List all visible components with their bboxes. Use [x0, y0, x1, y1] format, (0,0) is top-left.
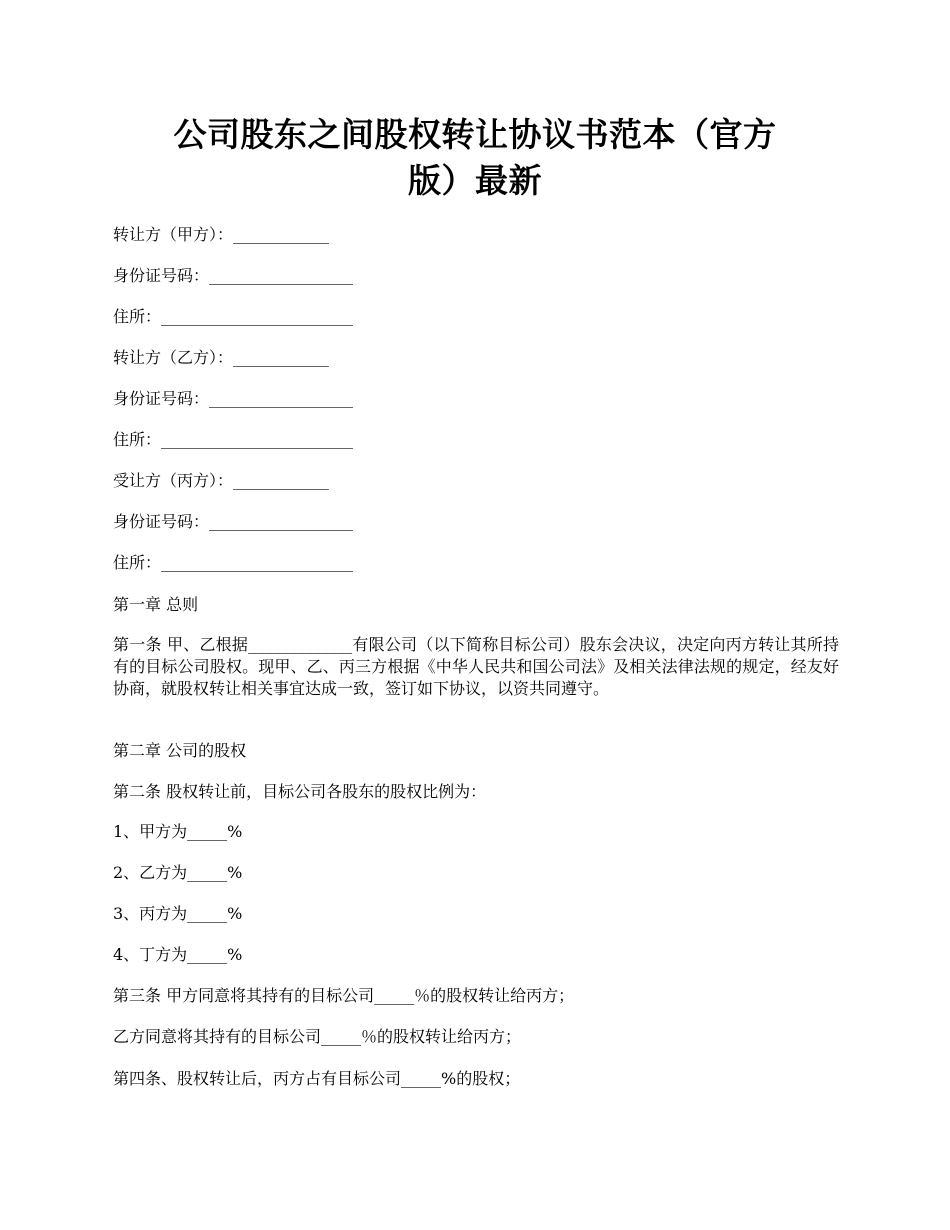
article3-line2: 乙方同意将其持有的目标公司_____％的股权转让给丙方； [113, 1027, 522, 1046]
party-c-address: 住所：________________________ [113, 553, 354, 572]
party-b-address: 住所：________________________ [113, 430, 354, 449]
article1-paragraph: 第一条 甲、乙根据_____________有限公司（以下简称目标公司）股东会决议，决定向丙方转让其所持有的目标公司股权。现甲、乙、丙三方根据《中华人民共和国公司法》及相关法律法规的规定，经友好协商，就股权转让相关事宜达成一致，签订如下协议，以资共同遵守。 [113, 635, 839, 698]
party-a-address: 住所：________________________ [113, 307, 354, 326]
chapter1-heading: 第一章 总则 [113, 595, 199, 614]
share-item-party-c: 3、丙方为_____% [113, 904, 243, 923]
party-c-id-number: 身份证号码：__________________ [113, 512, 354, 531]
document-title-line1: 公司股东之间股权转让协议书范本（官方 [173, 115, 777, 154]
party-b-id-number: 身份证号码：__________________ [113, 389, 354, 408]
share-item-party-d: 4、丁方为_____% [113, 945, 243, 964]
share-item-party-b: 2、乙方为_____% [113, 863, 243, 882]
party-a-name: 转让方（甲方）：____________ [113, 225, 330, 244]
chapter2-heading: 第二章 公司的股权 [113, 741, 247, 760]
article3-line1: 第三条 甲方同意将其持有的目标公司_____％的股权转让给丙方； [113, 986, 575, 1005]
article4-paragraph: 第四条、股权转让后，丙方占有目标公司_____%的股权； [113, 1069, 521, 1088]
document-title-line2: 版）最新 [408, 161, 542, 200]
party-a-id-number: 身份证号码：__________________ [113, 266, 354, 285]
share-item-party-a: 1、甲方为_____% [113, 822, 243, 841]
party-b-name: 转让方（乙方）：____________ [113, 348, 330, 367]
article2-paragraph: 第二条 股权转让前，目标公司各股东的股权比例为： [113, 782, 487, 801]
party-c-name: 受让方（丙方）：____________ [113, 471, 330, 490]
document-title [110, 112, 840, 204]
